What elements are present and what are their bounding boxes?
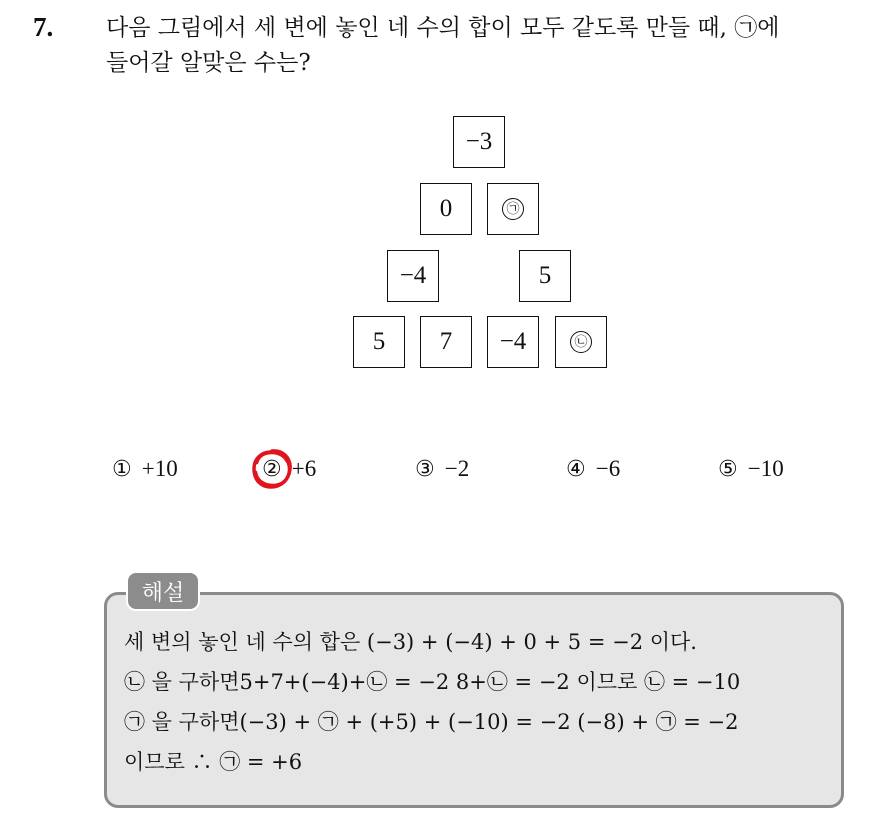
explanation-tag: 해설 bbox=[126, 571, 200, 611]
choice-3-value: −2 bbox=[444, 456, 470, 481]
choice-2-value: +6 bbox=[291, 456, 317, 481]
box-row3-right: 5 bbox=[519, 250, 571, 302]
choice-4-number: ④ bbox=[566, 457, 586, 482]
choice-1[interactable] bbox=[112, 456, 178, 482]
choice-4[interactable] bbox=[566, 456, 620, 482]
choice-5[interactable] bbox=[718, 456, 784, 482]
choice-1-value: +10 bbox=[141, 456, 178, 481]
box-bottom-4 bbox=[555, 316, 607, 368]
choice-5-number: ⑤ bbox=[718, 457, 738, 482]
explanation-line-1: 세 변의 놓인 네 수의 합은 (−3) + (−4) + 0 + 5 = −2 이다. bbox=[124, 630, 697, 654]
box-bottom-2: 7 bbox=[420, 316, 472, 368]
choice-4-value: −6 bbox=[595, 456, 621, 481]
box-bottom-3: −4 bbox=[487, 316, 539, 368]
choice-2-number: ② bbox=[262, 457, 282, 482]
circled-nieun-symbol: ㉡ bbox=[570, 331, 592, 353]
question-number: 7. bbox=[33, 12, 54, 42]
choice-5-value: −10 bbox=[747, 456, 784, 481]
explanation-line-3: ㉠ 을 구하면(−3) + ㉠ + (+5) + (−10) = −2 (−8) + ㉠ = −2 bbox=[124, 710, 739, 734]
explanation-line-4: 이므로 ∴ ㉠ = +6 bbox=[124, 750, 303, 774]
explanation-line-2: ㉡ 을 구하면5+7+(−4)+㉡ = −2 8+㉡ = −2 이므로 ㉡ = −10 bbox=[124, 670, 741, 694]
choice-3[interactable] bbox=[415, 456, 469, 482]
box-top: −3 bbox=[453, 116, 505, 168]
choice-3-number: ③ bbox=[415, 457, 435, 482]
box-bottom-1: 5 bbox=[353, 316, 405, 368]
circled-giyeok-symbol: ㉠ bbox=[502, 198, 524, 220]
answer-mark-circle-icon bbox=[250, 447, 294, 491]
choice-1-number: ① bbox=[112, 457, 132, 482]
box-row2-right bbox=[487, 183, 539, 235]
box-row3-left: −4 bbox=[387, 250, 439, 302]
question-line-1: 다음 그림에서 세 변에 놓인 네 수의 합이 모두 같도록 만들 때, ㉠에 bbox=[106, 15, 780, 41]
box-row2-left: 0 bbox=[420, 183, 472, 235]
question-line-2: 들어갈 알맞은 수는? bbox=[106, 50, 311, 76]
